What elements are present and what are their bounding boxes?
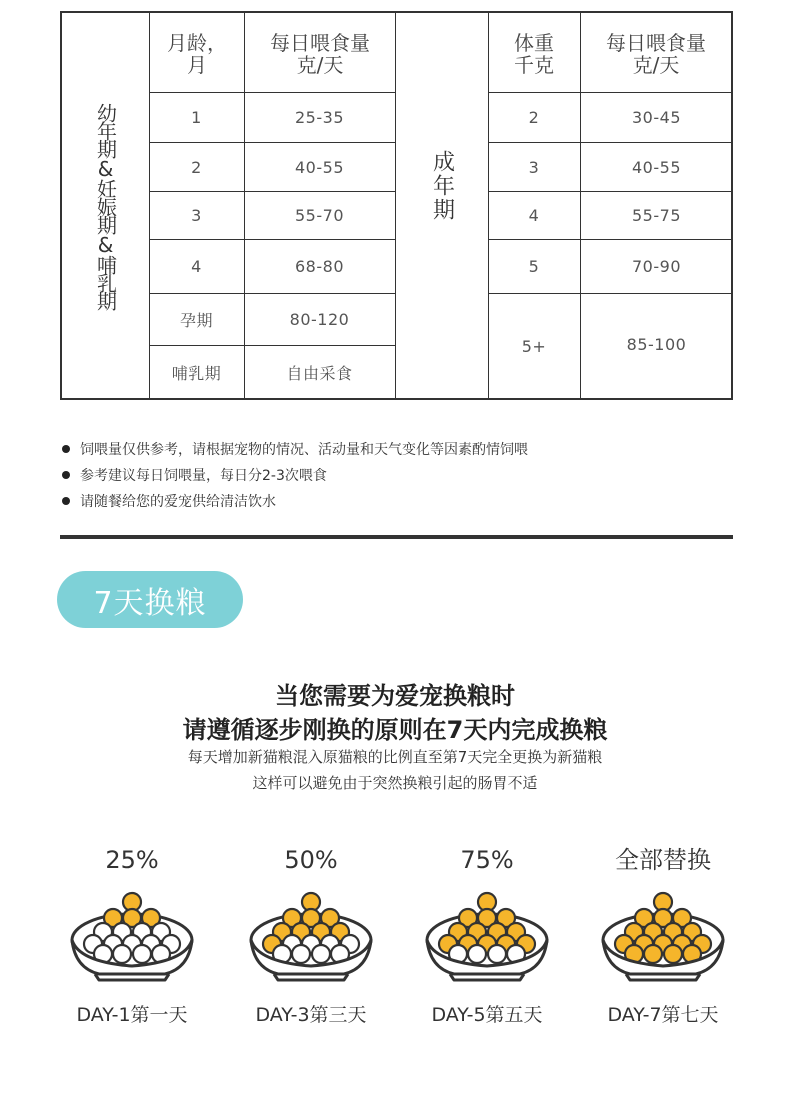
table-cell: 2	[528, 108, 540, 127]
list-item	[62, 488, 742, 514]
table-cell: 5	[528, 257, 540, 276]
old-kibble	[468, 945, 486, 963]
food-bowl-icon	[65, 888, 199, 983]
notes-list	[62, 436, 742, 514]
feeding-table	[60, 11, 733, 400]
table-cell: 3	[191, 206, 202, 225]
step-day-1	[57, 840, 207, 1026]
step-percent: 全部替换	[615, 846, 711, 874]
step-day-label: DAY-3第三天	[255, 1004, 367, 1026]
step-percent: 25%	[105, 846, 159, 874]
headline-line-2: 请遵循逐步刚换的原则在7天内完成换粮	[182, 716, 608, 744]
header-left-amount: 每日喂食量克/天	[270, 31, 370, 77]
old-kibble	[488, 945, 506, 963]
header-weight: 体重千克	[514, 31, 554, 77]
table-cell: 4	[528, 206, 540, 225]
table-cell: 55-70	[295, 206, 344, 225]
table-cell: 哺乳期	[171, 363, 222, 383]
old-kibble	[292, 945, 310, 963]
note-text: 请随餐给您的爱宠供给清洁饮水	[80, 494, 276, 510]
left-group-label: 幼年期&妊娠期&哺乳期	[93, 102, 118, 309]
table-cell: 85-100	[626, 334, 687, 354]
old-kibble	[113, 945, 131, 963]
table-cell: 2	[191, 157, 202, 177]
note-text: 饲喂量仅供参考，请根据宠物的情况、活动量和天气变化等因素酌情饲喂	[80, 442, 528, 458]
table-cell: 55-75	[632, 206, 681, 225]
table-cell: 40-55	[295, 157, 344, 177]
old-kibble	[133, 945, 151, 963]
step-percent: 50%	[284, 846, 338, 874]
step-day-3	[236, 840, 386, 1026]
table-cell: 4	[191, 257, 202, 276]
bullet-icon	[62, 471, 70, 479]
bullet-icon	[62, 497, 70, 505]
table-cell: 80-120	[289, 310, 350, 329]
step-day-label: DAY-5第五天	[431, 1004, 543, 1026]
description-line-1: 每天增加新猫粮混入原猫粮的比例直至第7天完全更换为新猫粮	[187, 748, 603, 766]
step-day-7	[588, 840, 738, 1026]
right-group-label: 成年期	[429, 149, 455, 222]
new-kibble	[664, 945, 682, 963]
table-cell: 30-45	[632, 108, 681, 127]
table-cell: 1	[191, 108, 202, 127]
old-kibble	[312, 945, 330, 963]
table-cell: 孕期	[179, 311, 213, 330]
section-title: 7天换粮	[93, 585, 207, 621]
note-text: 参考建议每日饲喂量，每日分2-3次喂食	[80, 468, 327, 484]
table-cell: 40-55	[632, 157, 681, 177]
step-day-label: DAY-1第一天	[76, 1004, 188, 1026]
table-cell: 70-90	[632, 257, 681, 276]
step-percent: 75%	[460, 846, 514, 874]
food-bowl-icon	[244, 888, 378, 983]
step-day-label: DAY-7第七天	[607, 1004, 719, 1026]
step-day-5	[412, 840, 562, 1026]
table-cell: 25-35	[295, 108, 344, 127]
description-line-2: 这样可以避免由于突然换粮引起的肠胃不适	[252, 774, 538, 792]
section-title-badge	[57, 571, 243, 628]
food-bowl-icon	[596, 888, 730, 983]
food-bowl-icon	[420, 888, 554, 983]
table-cell: 3	[528, 157, 540, 177]
header-age: 月龄，月	[167, 31, 227, 77]
table-cell: 自由采食	[286, 363, 353, 383]
new-kibble	[644, 945, 662, 963]
table-cell: 5+	[521, 336, 547, 356]
headline-line-1: 当您需要为爱宠换粮时	[275, 682, 515, 710]
section-divider	[60, 535, 733, 539]
table-cell: 68-80	[295, 257, 344, 276]
header-right-amount: 每日喂食量克/天	[606, 31, 706, 77]
bullet-icon	[62, 445, 70, 453]
list-item	[62, 436, 742, 462]
list-item	[62, 462, 742, 488]
